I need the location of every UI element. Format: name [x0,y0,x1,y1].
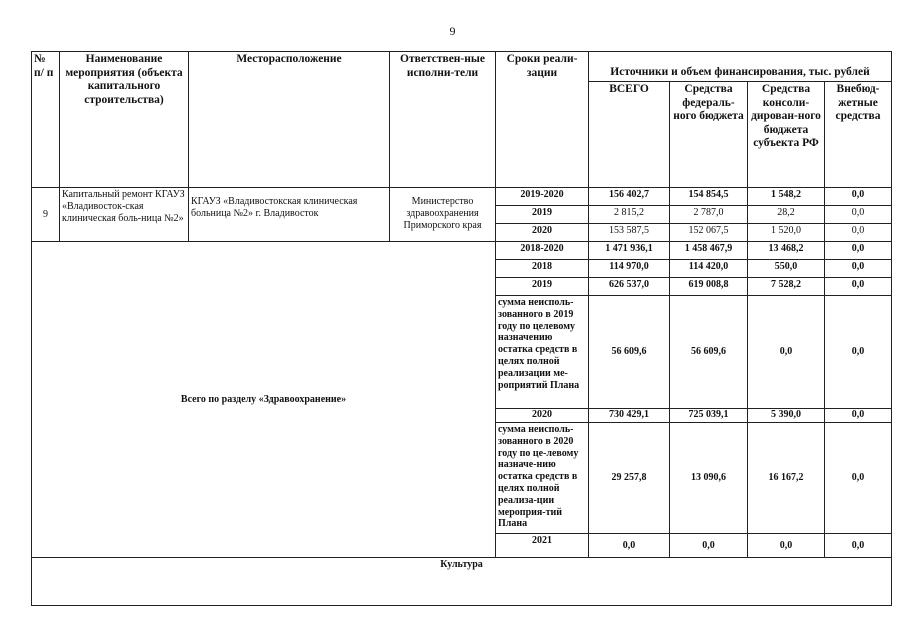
header-name: Наименование мероприятия (объекта капитального строительства) [60,52,189,188]
table-row [32,188,892,206]
period-cell: 2019 [496,206,589,224]
federal-cell: 152 067,5 [670,224,748,242]
offbudget-cell: 0,0 [825,409,892,423]
item-num: 9 [32,188,60,242]
period-cell: 2020 [496,409,589,423]
period-note-cell: сумма неисполь-зованного в 2019 году по целевому назначению остатка средств в целях полной реализации ме-роприятий Плана [496,296,589,409]
federal-cell: 2 787,0 [670,206,748,224]
offbudget-cell: 0,0 [825,260,892,278]
offbudget-cell: 0,0 [825,534,892,558]
period-cell: 2021 [496,534,589,558]
item-location: КГАУЗ «Владивостокская клиническая больница №2» г. Владивосток [189,188,390,242]
total-cell: 156 402,7 [589,188,670,206]
federal-cell: 154 854,5 [670,188,748,206]
header-sources: Источники и объем финансирования, тыс. рублей [589,52,892,82]
header-total: ВСЕГО [589,82,670,188]
total-cell: 730 429,1 [589,409,670,423]
offbudget-cell: 0,0 [825,296,892,409]
period-cell: 2018-2020 [496,242,589,260]
period-cell: 2019-2020 [496,188,589,206]
regional-cell: 5 390,0 [748,409,825,423]
page-number: 9 [449,24,456,38]
section-total-label: Всего по разделу «Здравоохранение» [32,242,496,558]
regional-cell: 0,0 [748,534,825,558]
total-cell: 626 537,0 [589,278,670,296]
header-regional: Средства консоли-дирован-ного бюджета субъекта РФ [748,82,825,188]
item-name: Капитальный ремонт КГАУЗ «Владивосток-ская клиническая боль-ница №2» [60,188,189,242]
total-cell: 29 257,8 [589,423,670,534]
financing-table [31,51,892,606]
total-cell: 2 815,2 [589,206,670,224]
header-row [32,52,892,82]
total-cell: 56 609,6 [589,296,670,409]
period-note-cell: сумма неисполь-зованного в 2020 году по це-левому назначе-нию остатка средств в целях полной реализа-ции мероприя-тий Плана [496,423,589,534]
offbudget-cell: 0,0 [825,423,892,534]
offbudget-cell: 0,0 [825,224,892,242]
federal-cell: 56 609,6 [670,296,748,409]
section-title-culture: Культура [32,558,892,606]
offbudget-cell: 0,0 [825,206,892,224]
section-row [32,558,892,606]
regional-cell: 13 468,2 [748,242,825,260]
regional-cell: 1 520,0 [748,224,825,242]
offbudget-cell: 0,0 [825,278,892,296]
regional-cell: 28,2 [748,206,825,224]
total-cell: 153 587,5 [589,224,670,242]
offbudget-cell: 0,0 [825,188,892,206]
period-cell: 2019 [496,278,589,296]
federal-cell: 1 458 467,9 [670,242,748,260]
total-cell: 0,0 [589,534,670,558]
offbudget-cell: 0,0 [825,242,892,260]
regional-cell: 16 167,2 [748,423,825,534]
federal-cell: 13 090,6 [670,423,748,534]
header-executors: Ответствен-ные исполни-тели [390,52,496,188]
header-terms: Сроки реали-зации [496,52,589,188]
regional-cell: 1 548,2 [748,188,825,206]
federal-cell: 0,0 [670,534,748,558]
regional-cell: 7 528,2 [748,278,825,296]
federal-cell: 725 039,1 [670,409,748,423]
regional-cell: 550,0 [748,260,825,278]
total-cell: 1 471 936,1 [589,242,670,260]
period-cell: 2018 [496,260,589,278]
header-location: Месторасположение [189,52,390,188]
federal-cell: 619 008,8 [670,278,748,296]
period-cell: 2020 [496,224,589,242]
header-federal: Средства федераль-ного бюджета [670,82,748,188]
table-row [32,242,892,260]
total-cell: 114 970,0 [589,260,670,278]
federal-cell: 114 420,0 [670,260,748,278]
item-executor: Министерство здравоохранения Приморского края [390,188,496,242]
header-num: № п/ п [32,52,60,188]
header-offbudget: Внебюд-жетные средства [825,82,892,188]
regional-cell: 0,0 [748,296,825,409]
